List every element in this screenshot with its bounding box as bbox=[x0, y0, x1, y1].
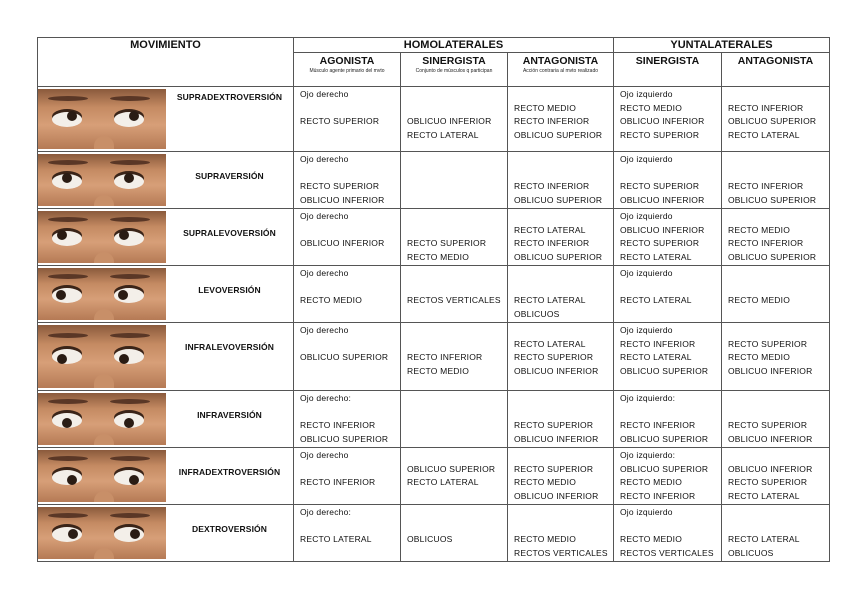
muscle-line: Ojo izquierdo bbox=[620, 325, 673, 335]
blank-line bbox=[407, 324, 507, 338]
blank-line bbox=[514, 406, 613, 420]
muscle-line: OBLICUO SUPERIOR bbox=[514, 129, 603, 140]
blank-line bbox=[407, 88, 507, 102]
movement-cell bbox=[38, 87, 294, 152]
header-agonista bbox=[294, 53, 401, 87]
header-y-antagonista: ANTAGONISTA bbox=[722, 53, 830, 87]
eyebrow bbox=[110, 513, 150, 518]
muscle-line: RECTOS VERTICALES bbox=[514, 547, 608, 558]
muscle-line: RECTO LATERAL bbox=[514, 338, 586, 349]
muscle-line: RECTO LATERAL bbox=[407, 477, 479, 487]
iris bbox=[57, 230, 67, 240]
eye bbox=[52, 174, 82, 189]
iris bbox=[124, 418, 134, 428]
blank-line bbox=[728, 392, 829, 406]
eyes-photo bbox=[38, 89, 166, 149]
sinergista-cell bbox=[401, 448, 508, 505]
muscle-line: Ojo izquierdo: bbox=[620, 450, 676, 460]
eyes-photo bbox=[38, 211, 166, 263]
sinergista-cell bbox=[401, 87, 508, 152]
nose bbox=[94, 309, 114, 320]
nose bbox=[94, 548, 114, 559]
iris bbox=[129, 475, 139, 485]
muscle-line: RECTO SUPERIOR bbox=[620, 181, 700, 191]
eyebrow bbox=[48, 456, 88, 461]
muscle-line: Ojo derecho bbox=[300, 325, 349, 335]
y-sinergista-cell bbox=[614, 209, 722, 266]
blank-line bbox=[407, 520, 507, 534]
blank-line bbox=[514, 281, 613, 295]
iris bbox=[124, 173, 134, 183]
eyebrow bbox=[48, 333, 88, 338]
nose bbox=[94, 136, 114, 149]
eye bbox=[114, 527, 144, 542]
muscle-line: RECTO INFERIOR bbox=[728, 102, 804, 113]
muscle-line: RECTO LATERAL bbox=[728, 534, 800, 544]
muscle-line: OBLICUO INFERIOR bbox=[514, 433, 599, 444]
table-row bbox=[38, 505, 830, 562]
muscle-line: RECTO MEDIO bbox=[514, 102, 577, 113]
iris bbox=[67, 111, 77, 121]
eye bbox=[52, 413, 82, 428]
blank-line bbox=[620, 281, 721, 295]
eyes-photo bbox=[38, 393, 166, 445]
blank-line bbox=[514, 449, 613, 463]
movement-cell bbox=[38, 266, 294, 323]
blank-line bbox=[514, 392, 613, 406]
muscle-line: RECTO INFERIOR bbox=[620, 420, 696, 430]
blank-line bbox=[620, 520, 721, 534]
eye bbox=[114, 470, 144, 485]
movement-label: SUPRAVERSIÓN bbox=[195, 171, 264, 181]
eyebrow bbox=[48, 274, 88, 279]
blank-line bbox=[514, 506, 613, 520]
blank-line bbox=[407, 224, 507, 238]
muscle-line: OBLICUO INFERIOR bbox=[728, 433, 813, 444]
header-sinergista-note: Conjunto de músculos q participan bbox=[415, 68, 493, 74]
agonista-cell bbox=[294, 323, 401, 391]
y-sinergista-cell bbox=[614, 266, 722, 323]
y-antagonista-cell bbox=[722, 87, 830, 152]
antagonista-cell bbox=[508, 209, 614, 266]
muscle-line: RECTO INFERIOR bbox=[514, 116, 590, 126]
muscle-line: OBLICUO INFERIOR bbox=[514, 490, 599, 501]
muscle-line: RECTO LATERAL bbox=[300, 534, 372, 544]
header-sinergista bbox=[401, 53, 508, 87]
movement-cell bbox=[38, 505, 294, 562]
muscle-line: OBLICUO INFERIOR bbox=[300, 194, 385, 205]
blank-line bbox=[300, 463, 400, 477]
eyebrow bbox=[110, 274, 150, 279]
antagonista-cell bbox=[508, 266, 614, 323]
iris bbox=[118, 290, 128, 300]
eyebrow bbox=[110, 160, 150, 165]
agonista-cell bbox=[294, 266, 401, 323]
eye bbox=[114, 112, 144, 127]
muscle-line: RECTO SUPERIOR bbox=[514, 420, 594, 430]
agonista-cell bbox=[294, 505, 401, 562]
antagonista-cell bbox=[508, 448, 614, 505]
muscle-line: RECTOS VERTICALES bbox=[407, 295, 501, 305]
muscle-line: RECTO LATERAL bbox=[728, 129, 800, 140]
iris bbox=[67, 475, 77, 485]
y-antagonista-cell bbox=[722, 323, 830, 391]
iris bbox=[56, 290, 66, 300]
muscle-line: Ojo derecho bbox=[300, 154, 349, 164]
muscle-line: OBLICUO SUPERIOR bbox=[728, 116, 817, 126]
movement-label: SUPRADEXTROVERSIÓN bbox=[176, 92, 283, 102]
muscle-line: Ojo izquierdo bbox=[620, 211, 673, 221]
muscle-line: RECTO SUPERIOR bbox=[620, 238, 700, 248]
iris bbox=[68, 529, 78, 539]
nose bbox=[94, 491, 114, 502]
header-y-sinergista: SINERGISTA bbox=[614, 53, 722, 87]
blank-line bbox=[728, 281, 829, 295]
muscle-line: Ojo izquierdo bbox=[620, 89, 673, 99]
muscle-line: OBLICUO SUPERIOR bbox=[407, 463, 496, 474]
header-agonista-label: AGONISTA bbox=[319, 55, 375, 67]
table-body bbox=[38, 87, 830, 562]
muscle-line: RECTOS VERTICALES bbox=[620, 547, 714, 558]
header-agonista-note: Músculo agente primario del mvto bbox=[309, 68, 385, 74]
muscle-line: RECTO MEDIO bbox=[620, 102, 683, 113]
muscle-line: RECTO LATERAL bbox=[407, 129, 479, 140]
muscle-line: Ojo izquierdo bbox=[620, 268, 673, 278]
table-row bbox=[38, 87, 830, 152]
antagonista-cell bbox=[508, 505, 614, 562]
muscle-line: RECTO LATERAL bbox=[728, 490, 800, 501]
blank-line bbox=[407, 449, 507, 463]
y-antagonista-cell bbox=[722, 505, 830, 562]
y-sinergista-cell bbox=[614, 448, 722, 505]
eye bbox=[114, 231, 144, 246]
eye bbox=[114, 174, 144, 189]
header-sinergista-label: SINERGISTA bbox=[422, 55, 486, 67]
blank-line bbox=[514, 210, 613, 224]
blank-line bbox=[300, 167, 400, 181]
blank-line bbox=[300, 224, 400, 238]
muscle-line: RECTO MEDIO bbox=[407, 251, 470, 262]
y-antagonista-cell bbox=[722, 266, 830, 323]
muscle-line: RECTO LATERAL bbox=[620, 352, 692, 362]
muscle-line: OBLICUO SUPERIOR bbox=[620, 433, 709, 444]
muscle-line: OBLICUO SUPERIOR bbox=[514, 251, 603, 262]
blank-line bbox=[300, 102, 400, 116]
iris bbox=[129, 111, 139, 121]
muscle-line: RECTO SUPERIOR bbox=[300, 116, 380, 126]
muscle-line: OBLICUO INFERIOR bbox=[300, 238, 385, 248]
antagonista-cell bbox=[508, 152, 614, 209]
muscle-line: RECTO MEDIO bbox=[728, 224, 791, 235]
antagonista-cell bbox=[508, 391, 614, 448]
eye bbox=[114, 288, 144, 303]
muscle-line: RECTO SUPERIOR bbox=[728, 420, 808, 430]
eyebrow bbox=[48, 513, 88, 518]
eyebrow bbox=[48, 96, 88, 101]
table-row bbox=[38, 266, 830, 323]
muscle-line: RECTO LATERAL bbox=[620, 251, 692, 262]
blank-line bbox=[300, 338, 400, 352]
muscle-line: Ojo derecho bbox=[300, 268, 349, 278]
muscle-line: RECTO SUPERIOR bbox=[728, 477, 808, 487]
blank-line bbox=[407, 210, 507, 224]
blank-line bbox=[728, 88, 829, 102]
y-antagonista-cell bbox=[722, 391, 830, 448]
nose bbox=[94, 434, 114, 445]
agonista-cell bbox=[294, 391, 401, 448]
movement-cell bbox=[38, 209, 294, 266]
blank-line bbox=[407, 102, 507, 116]
eyes-photo bbox=[38, 154, 166, 206]
eyebrow bbox=[110, 456, 150, 461]
iris bbox=[62, 418, 72, 428]
eye bbox=[52, 470, 82, 485]
muscle-line: RECTO MEDIO bbox=[300, 295, 363, 305]
movement-label: INFRADEXTROVERSIÓN bbox=[178, 467, 281, 477]
muscle-line: OBLICUOS bbox=[407, 534, 453, 544]
header-yuntalaterales: YUNTALATERALES bbox=[614, 38, 830, 53]
muscle-line: RECTO INFERIOR bbox=[514, 181, 590, 191]
iris bbox=[57, 354, 67, 364]
eyes-photo bbox=[38, 507, 166, 559]
eyebrow bbox=[48, 399, 88, 404]
eyes-photo bbox=[38, 450, 166, 502]
y-antagonista-cell bbox=[722, 448, 830, 505]
muscle-line: Ojo izquierdo: bbox=[620, 393, 676, 403]
blank-line bbox=[728, 267, 829, 281]
muscle-line: RECTO INFERIOR bbox=[620, 490, 696, 501]
blank-line bbox=[728, 520, 829, 534]
muscle-line: OBLICUO INFERIOR bbox=[514, 365, 599, 376]
muscle-line: OBLICUO INFERIOR bbox=[620, 224, 705, 235]
movement-label: INFRALEVOVERSIÓN bbox=[185, 342, 274, 352]
muscle-line: RECTO MEDIO bbox=[728, 295, 791, 305]
muscle-line: Ojo izquierdo bbox=[620, 154, 673, 164]
sinergista-cell bbox=[401, 266, 508, 323]
y-sinergista-cell bbox=[614, 323, 722, 391]
blank-line bbox=[620, 406, 721, 420]
y-sinergista-cell bbox=[614, 152, 722, 209]
muscle-line: RECTO SUPERIOR bbox=[620, 129, 700, 140]
movement-cell bbox=[38, 391, 294, 448]
header-antagonista-label: ANTAGONISTA bbox=[522, 55, 599, 67]
header-antagonista bbox=[508, 53, 614, 87]
muscle-line: OBLICUO SUPERIOR bbox=[300, 433, 389, 444]
blank-line bbox=[728, 406, 829, 420]
eyebrow bbox=[110, 399, 150, 404]
sinergista-cell bbox=[401, 323, 508, 391]
muscle-line: RECTO INFERIOR bbox=[407, 352, 483, 362]
muscle-line: RECTO MEDIO bbox=[620, 534, 683, 544]
muscle-line: RECTO SUPERIOR bbox=[728, 338, 808, 349]
movement-label: LEVOVERSIÓN bbox=[198, 285, 261, 295]
eyes-photo bbox=[38, 268, 166, 320]
agonista-cell bbox=[294, 87, 401, 152]
eye bbox=[52, 527, 82, 542]
table-row bbox=[38, 323, 830, 391]
muscle-line: RECTO SUPERIOR bbox=[514, 463, 594, 474]
muscle-line: RECTO MEDIO bbox=[514, 477, 577, 487]
blank-line bbox=[514, 324, 613, 338]
table-row bbox=[38, 209, 830, 266]
muscle-table bbox=[37, 37, 830, 562]
agonista-cell bbox=[294, 152, 401, 209]
nose bbox=[94, 195, 114, 206]
blank-line bbox=[728, 153, 829, 167]
blank-line bbox=[728, 167, 829, 181]
muscle-line: RECTO INFERIOR bbox=[300, 477, 376, 487]
muscle-line: RECTO SUPERIOR bbox=[514, 352, 594, 362]
blank-line bbox=[514, 267, 613, 281]
blank-line bbox=[300, 520, 400, 534]
muscle-line: OBLICUOS bbox=[514, 308, 560, 319]
muscle-line: RECTO SUPERIOR bbox=[300, 181, 380, 191]
movement-label: SUPRALEVOVERSIÓN bbox=[183, 228, 276, 238]
eyes-photo bbox=[38, 325, 166, 388]
muscle-line: RECTO LATERAL bbox=[514, 224, 586, 235]
antagonista-cell bbox=[508, 323, 614, 391]
eye bbox=[52, 288, 82, 303]
blank-line bbox=[514, 153, 613, 167]
antagonista-cell bbox=[508, 87, 614, 152]
movement-label: INFRAVERSIÓN bbox=[197, 410, 262, 420]
eye bbox=[52, 231, 82, 246]
muscle-line: RECTO INFERIOR bbox=[728, 181, 804, 191]
muscle-line: Ojo derecho bbox=[300, 89, 349, 99]
blank-line bbox=[728, 210, 829, 224]
muscle-line: RECTO SUPERIOR bbox=[407, 238, 487, 248]
eyebrow bbox=[110, 96, 150, 101]
sinergista-cell bbox=[401, 505, 508, 562]
blank-line bbox=[300, 281, 400, 295]
iris bbox=[119, 354, 129, 364]
muscle-line: OBLICUO SUPERIOR bbox=[728, 251, 817, 262]
sinergista-cell bbox=[401, 391, 508, 448]
muscle-line: OBLICUO INFERIOR bbox=[620, 116, 705, 126]
eyebrow bbox=[48, 160, 88, 165]
eyebrow bbox=[110, 333, 150, 338]
muscle-line: RECTO INFERIOR bbox=[620, 338, 696, 349]
header-movimiento: MOVIMIENTO bbox=[38, 38, 294, 87]
muscle-line: RECTO INFERIOR bbox=[728, 238, 804, 248]
iris bbox=[119, 230, 129, 240]
muscle-line: RECTO MEDIO bbox=[514, 534, 577, 544]
sinergista-cell bbox=[401, 209, 508, 266]
iris bbox=[62, 173, 72, 183]
sinergista-cell bbox=[401, 152, 508, 209]
eye bbox=[114, 349, 144, 364]
eyebrow bbox=[110, 217, 150, 222]
movement-cell bbox=[38, 152, 294, 209]
nose bbox=[94, 374, 114, 388]
nose bbox=[94, 252, 114, 263]
blank-line bbox=[728, 324, 829, 338]
muscle-line: Ojo derecho bbox=[300, 211, 349, 221]
muscle-line: RECTO INFERIOR bbox=[300, 420, 376, 430]
agonista-cell bbox=[294, 448, 401, 505]
muscle-line: Ojo derecho: bbox=[300, 507, 352, 517]
blank-line bbox=[620, 167, 721, 181]
muscle-line: OBLICUOS bbox=[728, 547, 774, 558]
muscle-line: Ojo derecho: bbox=[300, 393, 352, 403]
muscle-line: OBLICUO SUPERIOR bbox=[620, 463, 709, 474]
table-row bbox=[38, 391, 830, 448]
y-antagonista-cell bbox=[722, 152, 830, 209]
muscle-line: Ojo izquierdo bbox=[620, 507, 673, 517]
eye bbox=[52, 349, 82, 364]
muscle-line: Ojo derecho bbox=[300, 450, 349, 460]
blank-line bbox=[300, 406, 400, 420]
blank-line bbox=[514, 167, 613, 181]
movement-cell bbox=[38, 448, 294, 505]
muscle-line: OBLICUO SUPERIOR bbox=[728, 194, 817, 205]
muscle-line: RECTO INFERIOR bbox=[514, 238, 590, 248]
muscle-line: OBLICUO INFERIOR bbox=[407, 116, 492, 126]
agonista-cell bbox=[294, 209, 401, 266]
blank-line bbox=[407, 281, 507, 295]
y-sinergista-cell bbox=[614, 87, 722, 152]
blank-line bbox=[728, 449, 829, 463]
eye bbox=[114, 413, 144, 428]
table-row bbox=[38, 448, 830, 505]
muscle-line: RECTO LATERAL bbox=[514, 295, 586, 305]
eye bbox=[52, 112, 82, 127]
muscle-line: OBLICUO INFERIOR bbox=[728, 463, 813, 474]
muscle-line: OBLICUO SUPERIOR bbox=[620, 365, 709, 376]
y-sinergista-cell bbox=[614, 505, 722, 562]
blank-line bbox=[407, 267, 507, 281]
blank-line bbox=[514, 88, 613, 102]
muscle-line: RECTO MEDIO bbox=[620, 477, 683, 487]
iris bbox=[130, 529, 140, 539]
table-row bbox=[38, 152, 830, 209]
blank-line bbox=[407, 338, 507, 352]
blank-line bbox=[728, 506, 829, 520]
muscle-line: RECTO LATERAL bbox=[620, 295, 692, 305]
movement-label: DEXTROVERSIÓN bbox=[192, 524, 267, 534]
muscle-line: OBLICUO SUPERIOR bbox=[514, 194, 603, 205]
blank-line bbox=[514, 520, 613, 534]
muscle-line: OBLICUO INFERIOR bbox=[620, 194, 705, 205]
eyebrow bbox=[48, 217, 88, 222]
y-antagonista-cell bbox=[722, 209, 830, 266]
muscle-line: RECTO MEDIO bbox=[728, 352, 791, 362]
blank-line bbox=[407, 506, 507, 520]
movement-cell bbox=[38, 323, 294, 391]
header-antagonista-note: Acción contraria al mvto realizado bbox=[522, 68, 599, 74]
muscle-line: OBLICUO INFERIOR bbox=[728, 365, 813, 376]
y-sinergista-cell bbox=[614, 391, 722, 448]
header-homolaterales: HOMOLATERALES bbox=[294, 38, 614, 53]
muscle-line: RECTO MEDIO bbox=[407, 365, 470, 376]
muscle-line: OBLICUO SUPERIOR bbox=[300, 352, 389, 362]
